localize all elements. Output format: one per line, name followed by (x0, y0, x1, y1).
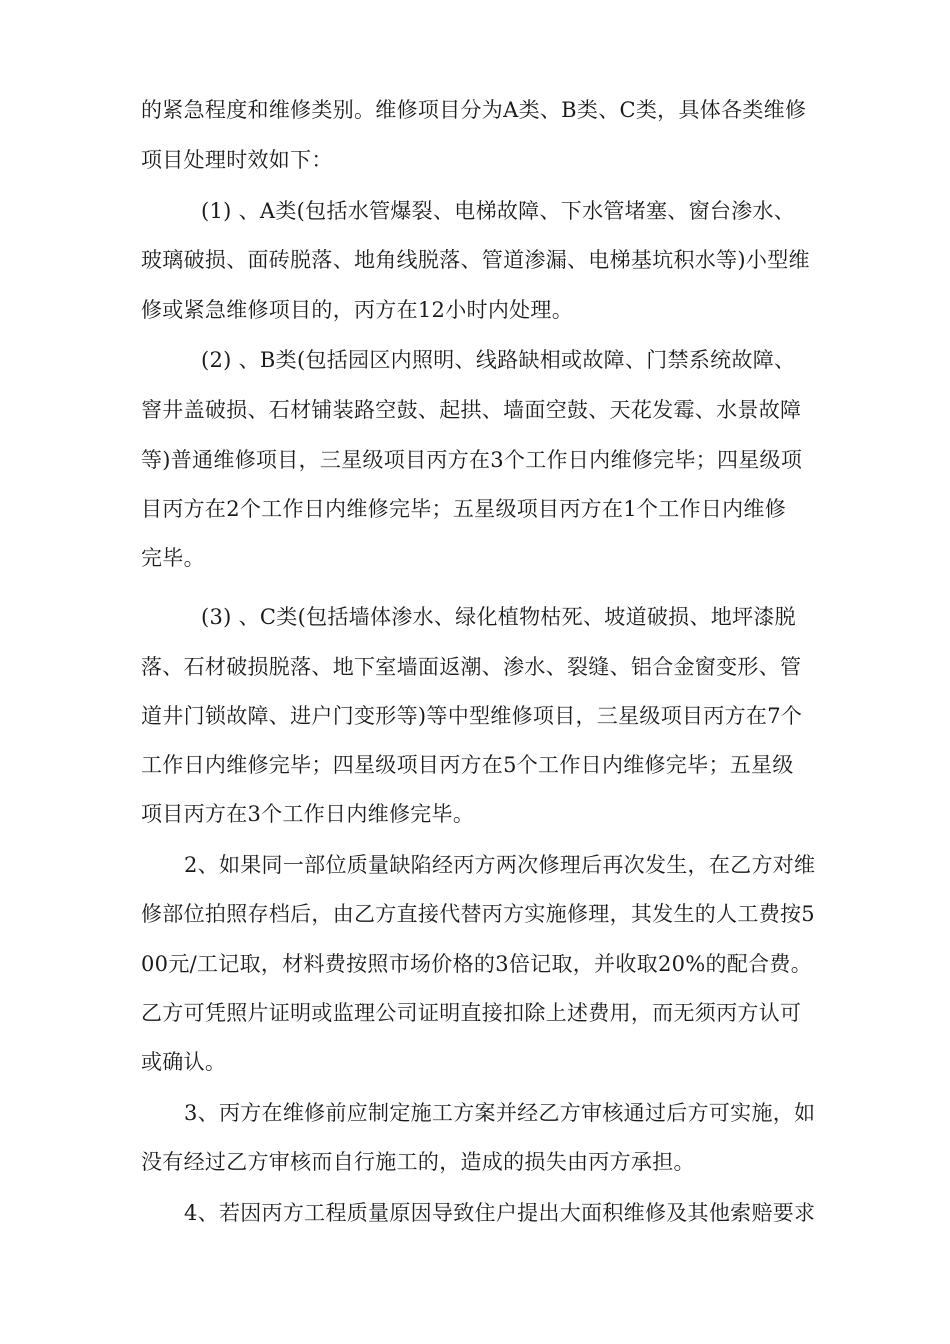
paragraph-class-c-line-2: 落、石材破损脱落、地下室墙面返潮、渗水、裂缝、铝合金窗变形、管 (141, 655, 802, 679)
paragraph-clause-2-line-5: 或确认。 (141, 1050, 227, 1074)
paragraph-intro-line-1: 的紧急程度和维修类别。维修项目分为A类、B类、C类，具体各类维修 (141, 98, 807, 122)
paragraph-class-b-line-4: 目丙方在2个工作日内维修完毕；五星级项目丙方在1个工作日内维修 (141, 497, 787, 521)
paragraph-clause-4-line-1: 4、若因丙方工程质量原因导致住户提出大面积维修及其他索赔要求 (184, 1201, 816, 1225)
paragraph-clause-2-line-3: 00元/工记取，材料费按照市场价格的3倍记取，并收取20%的配合费。 (141, 952, 813, 976)
paragraph-clause-3-line-1: 3、丙方在维修前应制定施工方案并经乙方审核通过后方可实施，如 (184, 1101, 816, 1125)
paragraph-class-b-line-1: (2) 、B类(包括园区内照明、线路缺相或故障、门禁系统故障、 (201, 348, 796, 372)
paragraph-class-c-line-5: 项目丙方在3个工作日内维修完毕。 (141, 802, 475, 826)
paragraph-class-b-line-3: 等)普通维修项目，三星级项目丙方在3个工作日内维修完毕；四星级项 (141, 448, 803, 472)
paragraph-clause-3-line-2: 没有经过乙方审核而自行施工的，造成的损失由丙方承担。 (141, 1150, 695, 1174)
paragraph-class-c-line-1: (3) 、C类(包括墙体渗水、绿化植物枯死、坡道破损、地坪漆脱 (201, 605, 796, 629)
paragraph-class-b-line-5: 完毕。 (141, 546, 205, 570)
paragraph-clause-2-line-1: 2、如果同一部位质量缺陷经丙方两次修理后再次发生，在乙方对维 (184, 853, 816, 877)
paragraph-class-c-line-3: 道井门锁故障、进户门变形等)等中型维修项目，三星级项目丙方在7个 (141, 704, 803, 728)
paragraph-intro-line-2: 项目处理时效如下： (141, 148, 333, 172)
paragraph-class-a-line-2: 玻璃破损、面砖脱落、地角线脱落、管道渗漏、电梯基坑积水等)小型维 (141, 248, 810, 272)
paragraph-clause-2-line-4: 乙方可凭照片证明或监理公司证明直接扣除上述费用，而无须丙方认可 (141, 1001, 802, 1025)
paragraph-class-b-line-2: 窨井盖破损、石材铺装路空鼓、起拱、墙面空鼓、天花发霉、水景故障 (141, 398, 802, 422)
paragraph-class-a-line-3: 修或紧急维修项目的，丙方在12小时内处理。 (141, 298, 574, 322)
paragraph-clause-2-line-2: 修部位拍照存档后，由乙方直接代替丙方实施修理，其发生的人工费按5 (141, 902, 815, 926)
paragraph-class-a-line-1: (1) 、A类(包括水管爆裂、电梯故障、下水管堵塞、窗台渗水、 (201, 199, 796, 223)
paragraph-class-c-line-4: 工作日内维修完毕；四星级项目丙方在5个工作日内维修完毕；五星级 (141, 753, 794, 777)
